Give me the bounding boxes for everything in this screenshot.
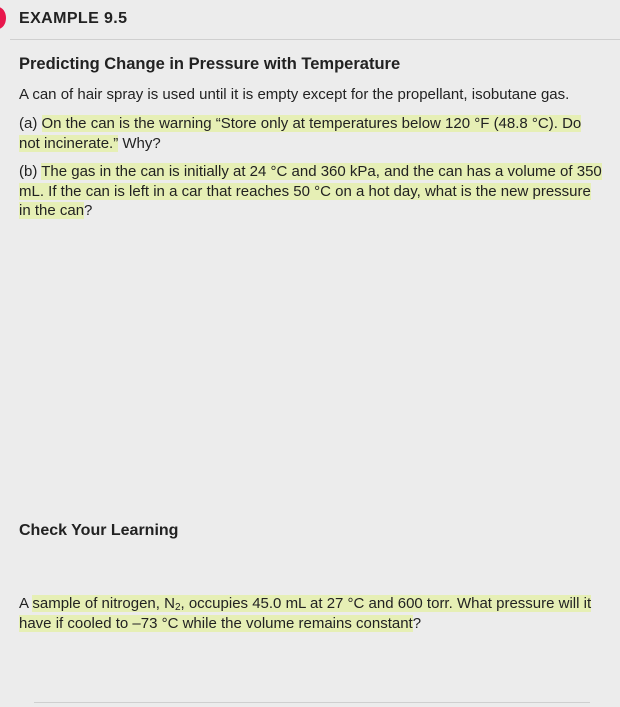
check-highlight-text-2: , occupies 45.0 mL at 27 °C and 600 torr. What pressure will it have if cooled to –73 °C while the volume remains constant (19, 595, 592, 632)
part-a-prefix: (a) (19, 115, 42, 132)
footer-divider (34, 702, 590, 703)
part-a-highlight[interactable]: On the can is the warning “Store only at temperatures below 120 °F (48.8 °C). Do not incinerate.” (19, 115, 582, 152)
part-b-suffix: ? (84, 202, 93, 219)
example-label: EXAMPLE 9.5 (19, 10, 128, 27)
header-divider (10, 39, 620, 40)
check-suffix: ? (412, 614, 422, 632)
part-a-paragraph (19, 114, 604, 153)
part-b-prefix: (b) (19, 163, 42, 180)
intro-paragraph: A can of hair spray is used until it is empty except for the propellant, isobutane gas. (19, 86, 570, 103)
nitrogen-subscript: 2 (174, 602, 181, 613)
example-title: Predicting Change in Pressure with Temperature (19, 55, 401, 73)
check-highlight[interactable] (19, 595, 591, 632)
part-a-suffix: Why? (118, 134, 161, 152)
check-your-learning-paragraph (19, 594, 604, 633)
part-b-paragraph (19, 162, 604, 221)
check-your-learning-heading: Check Your Learning (19, 522, 179, 539)
check-highlight-text-1: sample of nitrogen, N (32, 595, 175, 612)
example-marker (0, 7, 6, 29)
part-b-highlight[interactable]: The gas in the can is initially at 24 °C and 360 kPa, and the can has a volume of 350 mL. If the can is left in a car that reaches 50 °C on a hot day, what is the new pressure in the can (19, 163, 602, 219)
check-prefix: A (19, 595, 33, 612)
